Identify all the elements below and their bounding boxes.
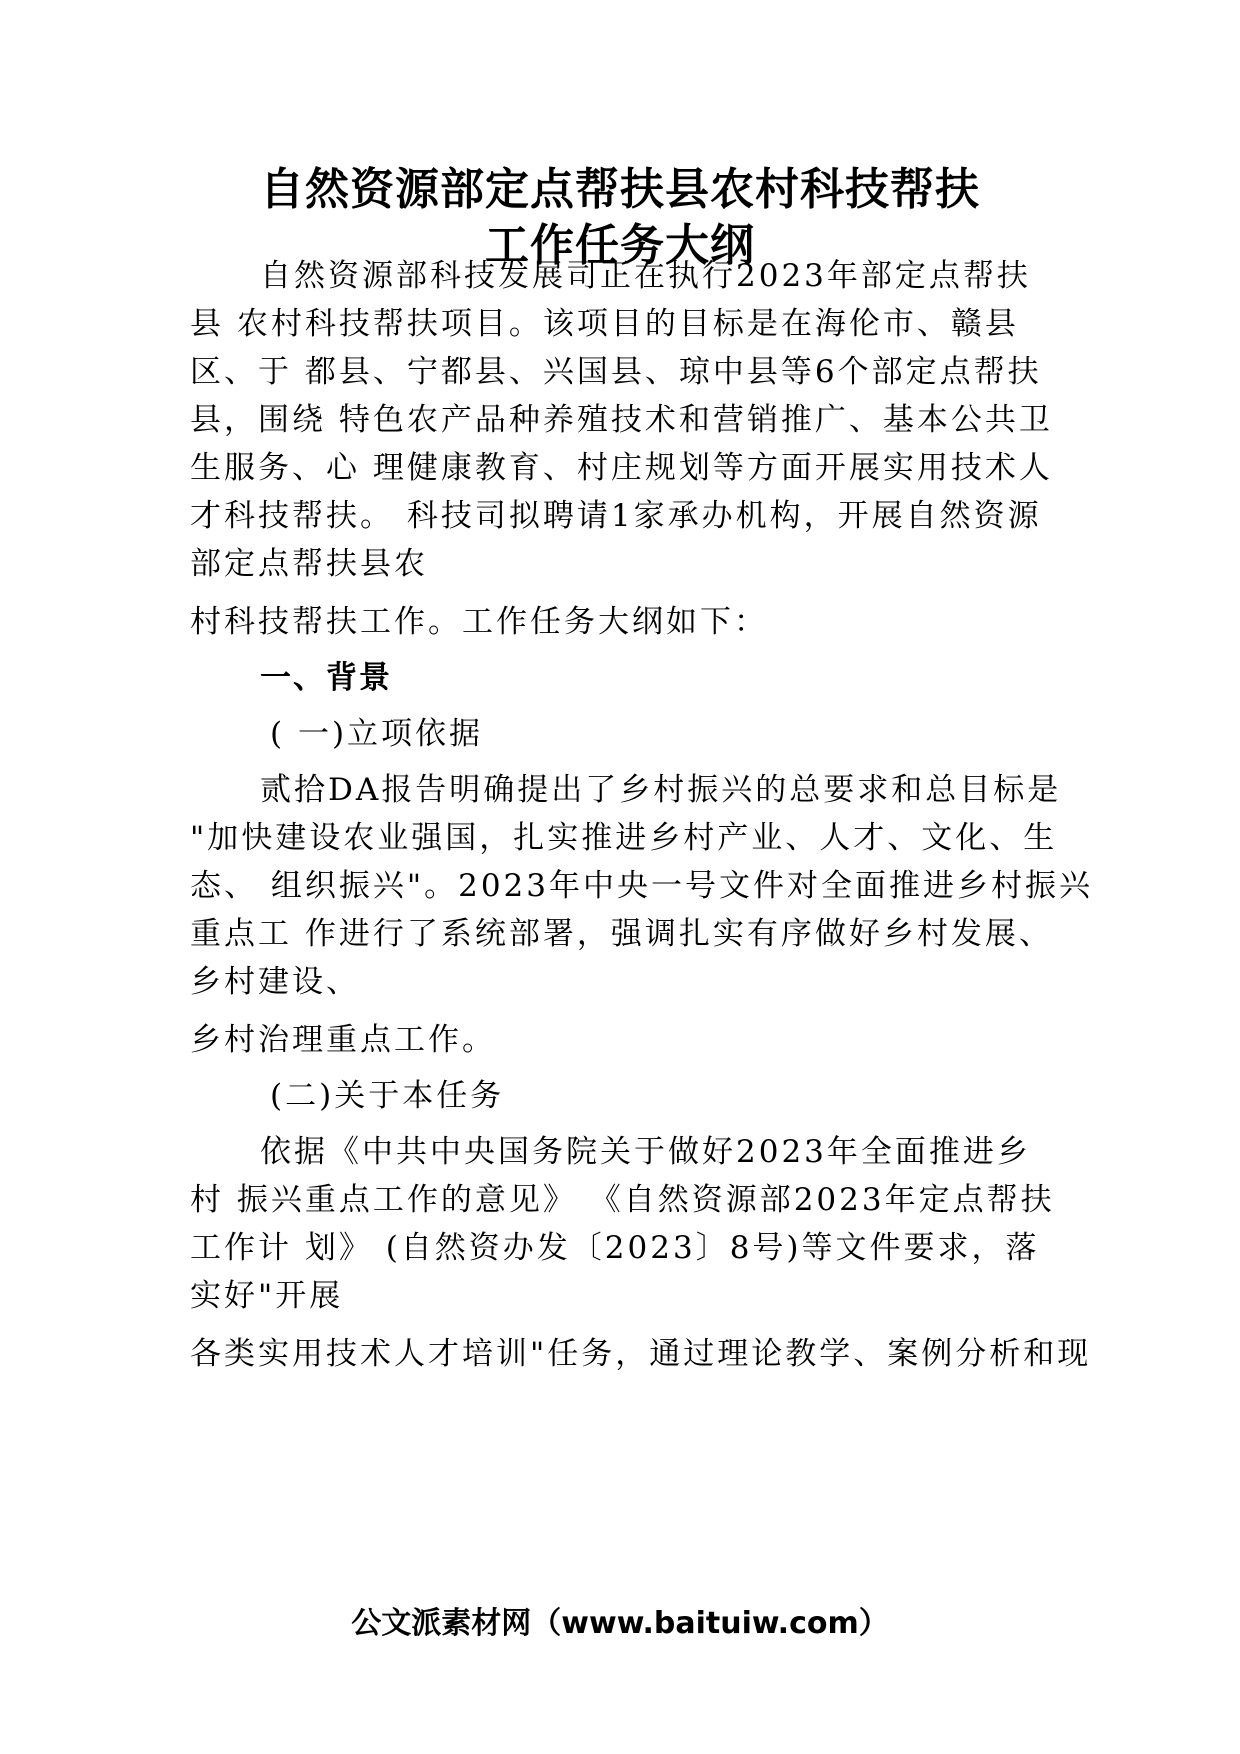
- paragraph2-line: 态、 组织振兴"。2023年中央一号文件对全面推进乡村振兴: [190, 868, 1094, 904]
- paragraph3-tail: 各类实用技术人才培训"任务，通过理论教学、案例分析和现: [190, 1336, 1092, 1372]
- paragraph3-line: 实好"开展: [190, 1278, 344, 1314]
- paragraph1-line: 县 农村科技帮扶项目。该项目的目标是在海伦市、赣县: [190, 306, 1019, 342]
- paragraph1-line: 生服务、心 理健康教育、村庄规划等方面开展实用技术人: [190, 450, 1053, 486]
- paragraph1-line: 自然资源部科技发展司正在执行2023年部定点帮扶: [260, 258, 1031, 294]
- paragraph3-line: 村 振兴重点工作的意见》 《自然资源部2023年定点帮扶: [190, 1182, 1055, 1218]
- paragraph2-line: 乡村建设、: [190, 964, 360, 1000]
- document-title-line2: 工作任务大纲: [485, 220, 755, 271]
- paragraph2-line: 贰拾DA报告明确提出了乡村振兴的总要求和总目标是: [260, 772, 1062, 808]
- footer-source: 公文派素材网（www.baituiw.com）: [351, 1606, 889, 1641]
- paragraph2-tail: 乡村治理重点工作。: [190, 1022, 496, 1058]
- paragraph1-line: 县，围绕 特色农产品种养殖技术和营销推广、基本公共卫: [190, 402, 1053, 438]
- subsection-heading-task: (二)关于本任务: [270, 1078, 505, 1114]
- paragraph2-line: "加快建设农业强国，扎实推进乡村产业、人才、文化、生: [190, 820, 1058, 856]
- paragraph1-tail: 村科技帮扶工作。工作任务大纲如下：: [190, 604, 768, 640]
- paragraph2-line: 重点工 作进行了系统部署，强调扎实有序做好乡村发展、: [190, 916, 1053, 952]
- paragraph3-line: 依据《中共中央国务院关于做好2023年全面推进乡: [260, 1134, 1031, 1170]
- paragraph3-line: 工作计 划》 (自然资办发〔2023〕8号)等文件要求，落: [190, 1230, 1040, 1266]
- paragraph1-line: 才科技帮扶。 科技司拟聘请1家承办机构，开展自然资源: [190, 498, 1042, 534]
- paragraph1-line: 区、于 都县、宁都县、兴国县、琼中县等6个部定点帮扶: [190, 354, 1042, 390]
- section-heading-background: 一、背景: [260, 660, 392, 696]
- subsection-heading-basis: ( 一)立项依据: [270, 716, 484, 752]
- document-title-line1: 自然资源部定点帮扶县农村科技帮扶: [260, 164, 980, 215]
- paragraph1-line: 部定点帮扶县农: [190, 546, 428, 582]
